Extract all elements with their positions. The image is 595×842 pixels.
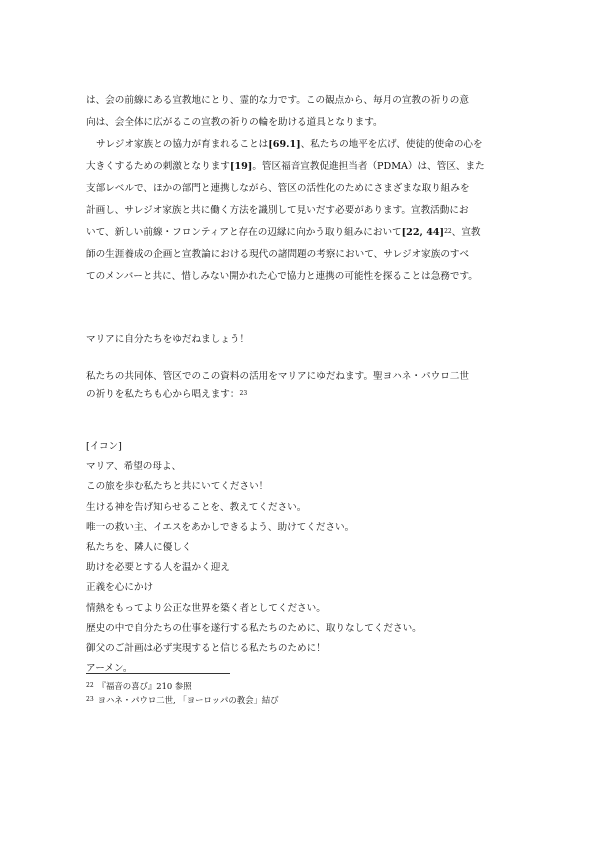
prayer-line: 生ける神を告げ知らせることを、教えてください。 — [86, 501, 307, 513]
footnote-23: $^{23}$ ヨハネ・パウロ二世, 「ヨーロッパの教会」結び — [86, 695, 279, 705]
prayer-line: 御父のご計画は必ず実現すると信じる私たちのために！ — [86, 642, 326, 654]
text-line: の祈りを私たちも心から唱えます：$^{23}$ — [86, 389, 248, 400]
text-line: いて、新しい前線・フロンティアと存在の辺縁に向かう取り組みにおいて[22, 44]$^{22}$、宣教 — [86, 227, 481, 238]
text-line: 師の生涯養成の企画と宣教論における現代の諸問題の考察において、サレジオ家族のすべ — [86, 249, 469, 260]
section-heading: マリアに自分たちをゆだねましょう！ — [86, 334, 250, 345]
prayer-line: 私たちを、隣人に優しく — [86, 541, 192, 553]
prayer-line: アーメン。 — [86, 663, 133, 675]
text-line: 計画し、サレジオ家族と共に働く方法を識別して見いだす必要があります。宣教活動にお — [86, 205, 469, 216]
text-line: 私たちの共同体、管区でのこの資料の活用をマリアにゆだねます。聖ヨハネ・パウロ二世 — [86, 371, 469, 382]
footnote-22: $^{22}$ 『福音の喜び』210 参照 — [86, 681, 192, 691]
prayer-line: 正義を心にかけ — [86, 582, 154, 594]
footnote-ref-23: 23 — [239, 390, 248, 397]
prayer-block — [86, 437, 422, 679]
prayer-line: 歴史の中で自分たちの仕事を遂行する私たちのために、取りなしてください。 — [86, 622, 422, 634]
text-line: 支部レベルで、ほかの部門と連携しながら、管区の活性化のためにさまざまな取り組みを — [86, 183, 470, 194]
prayer-line: [イコン] — [86, 441, 122, 452]
prayer-line: この旅を歩む私たちと共にいてください！ — [86, 481, 269, 493]
text-line: 大きくするための刺激となります[19]。管区福音宣教促進担当者（PDMA）は、管区、また — [86, 161, 485, 172]
text-line: 向は、会全体に広がるこの宣教の祈りの輪を助ける道具となります。 — [86, 117, 383, 128]
prayer-line: 唯一の救い主、イエスをあかしできるよう、助けてください。 — [86, 521, 355, 533]
text-line: てのメンバーと共に、惜しみない開かれた心で協力と連携の可能性を探ることは急務です。 — [86, 271, 478, 282]
text-line: は、会の前線にある宣教地にとり、霊的な力です。この観点から、毎月の宣教の祈りの意 — [86, 95, 469, 106]
footnote-divider — [86, 673, 230, 674]
body-paragraph-mission — [86, 90, 511, 288]
prayer-line: マリア、希望の母よ、 — [86, 461, 182, 473]
prayer-line: 情熱をもってより公正な世界を築く者としてください。 — [86, 602, 326, 614]
footnote-ref-22: 22 — [444, 228, 452, 235]
text-line: サレジオ家族との協力が育まれることは[69.1]、私たちの地平を広げ、使徒的使命の心を — [96, 139, 483, 150]
prayer-line: 助けを必要とする人を温かく迎え — [86, 562, 230, 574]
intro-paragraph — [86, 368, 469, 404]
